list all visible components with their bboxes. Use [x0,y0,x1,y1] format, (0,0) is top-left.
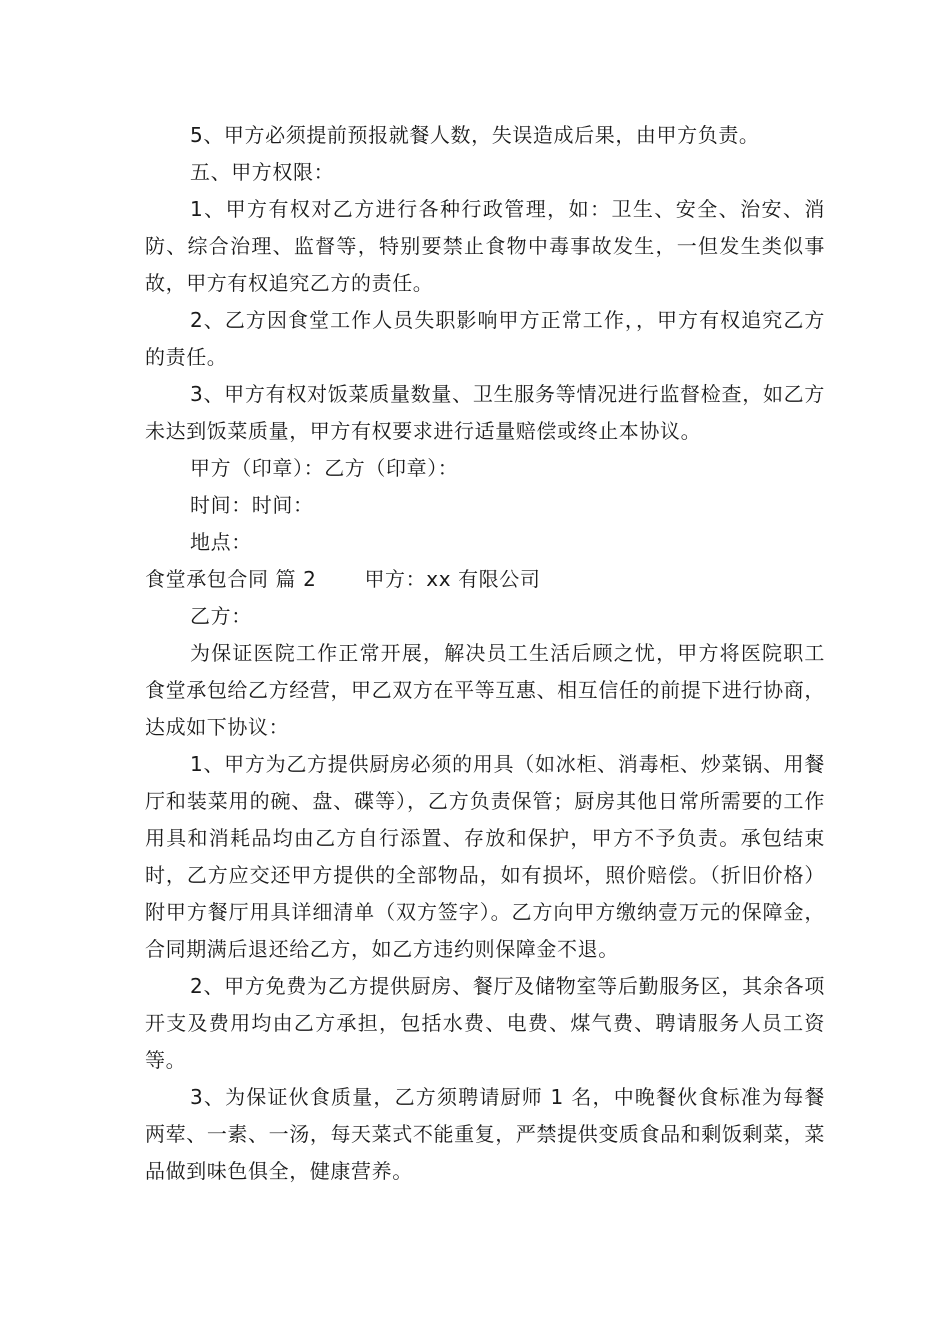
paragraph-staff-fault: 2、乙方因食堂工作人员失职影响甲方正常工作，，甲方有权追究乙方的责任。 [145,308,825,369]
paragraph-meal-count: 5、甲方必须提前预报就餐人数，失误造成后果，由甲方负责。 [190,123,760,147]
paragraph-kitchen-equipment: 1、甲方为乙方提供厨房必须的用具（如冰柜、消毒柜、炒菜锅、用餐厅和装菜用的碗、盘、碟等），乙方负责保管；厨房其他日常所需要的工作用具和消耗品均由乙方自行添置、存放和保护，甲方不予负责。承包结束时，乙方应交还甲方提供的全部物品，如有损坏，照价赔偿。（折旧价格）附甲方餐厅用具详细清单（双方签字）。乙方向甲方缴纳壹万元的保障金，合同期满后退还给乙方，如乙方违约则保障金不退。 [145,752,825,961]
paragraph-preamble: 为保证医院工作正常开展，解决员工生活后顾之忧，甲方将医院职工食堂承包给乙方经营，甲乙双方在平等互惠、相互信任的前提下进行协商，达成如下协议： [145,641,825,739]
contract-heading: 食堂承包合同 篇 2 [145,567,317,591]
paragraph-quality-check: 3、甲方有权对饭菜质量数量、卫生服务等情况进行监督检查，如乙方未达到饭菜质量，甲方有权要求进行适量赔偿或终止本协议。 [145,382,825,443]
signature-place-line: 地点： [190,530,252,554]
paragraph-service-area: 2、甲方免费为乙方提供厨房、餐厅及储物室等后勤服务区，其余各项开支及费用均由乙方承担，包括水费、电费、煤气费、聘请服务人员工资等。 [145,974,825,1072]
section-heading-rights: 五、甲方权限： [190,160,335,184]
signature-seal-line: 甲方（印章）：乙方（印章）： [190,456,459,480]
party-a-name: 甲方：xx 有限公司 [364,567,541,591]
paragraph-meal-quality: 3、为保证伙食质量，乙方须聘请厨师 1 名，中晚餐伙食标准为每餐两荤、一素、一汤，每天菜式不能重复，严禁提供变质食品和剩饭剩菜，菜品做到味色俱全，健康营养。 [145,1085,825,1183]
signature-time-line: 时间：时间： [190,493,314,517]
paragraph-admin-rights: 1、甲方有权对乙方进行各种行政管理，如：卫生、安全、治安、消防、综合治理、监督等，特别要禁止食物中毒事故发生，一但发生类似事故，甲方有权追究乙方的责任。 [145,197,825,295]
document-page [145,117,825,1190]
party-b-line: 乙方： [190,604,252,628]
contract-heading-line [145,561,825,598]
